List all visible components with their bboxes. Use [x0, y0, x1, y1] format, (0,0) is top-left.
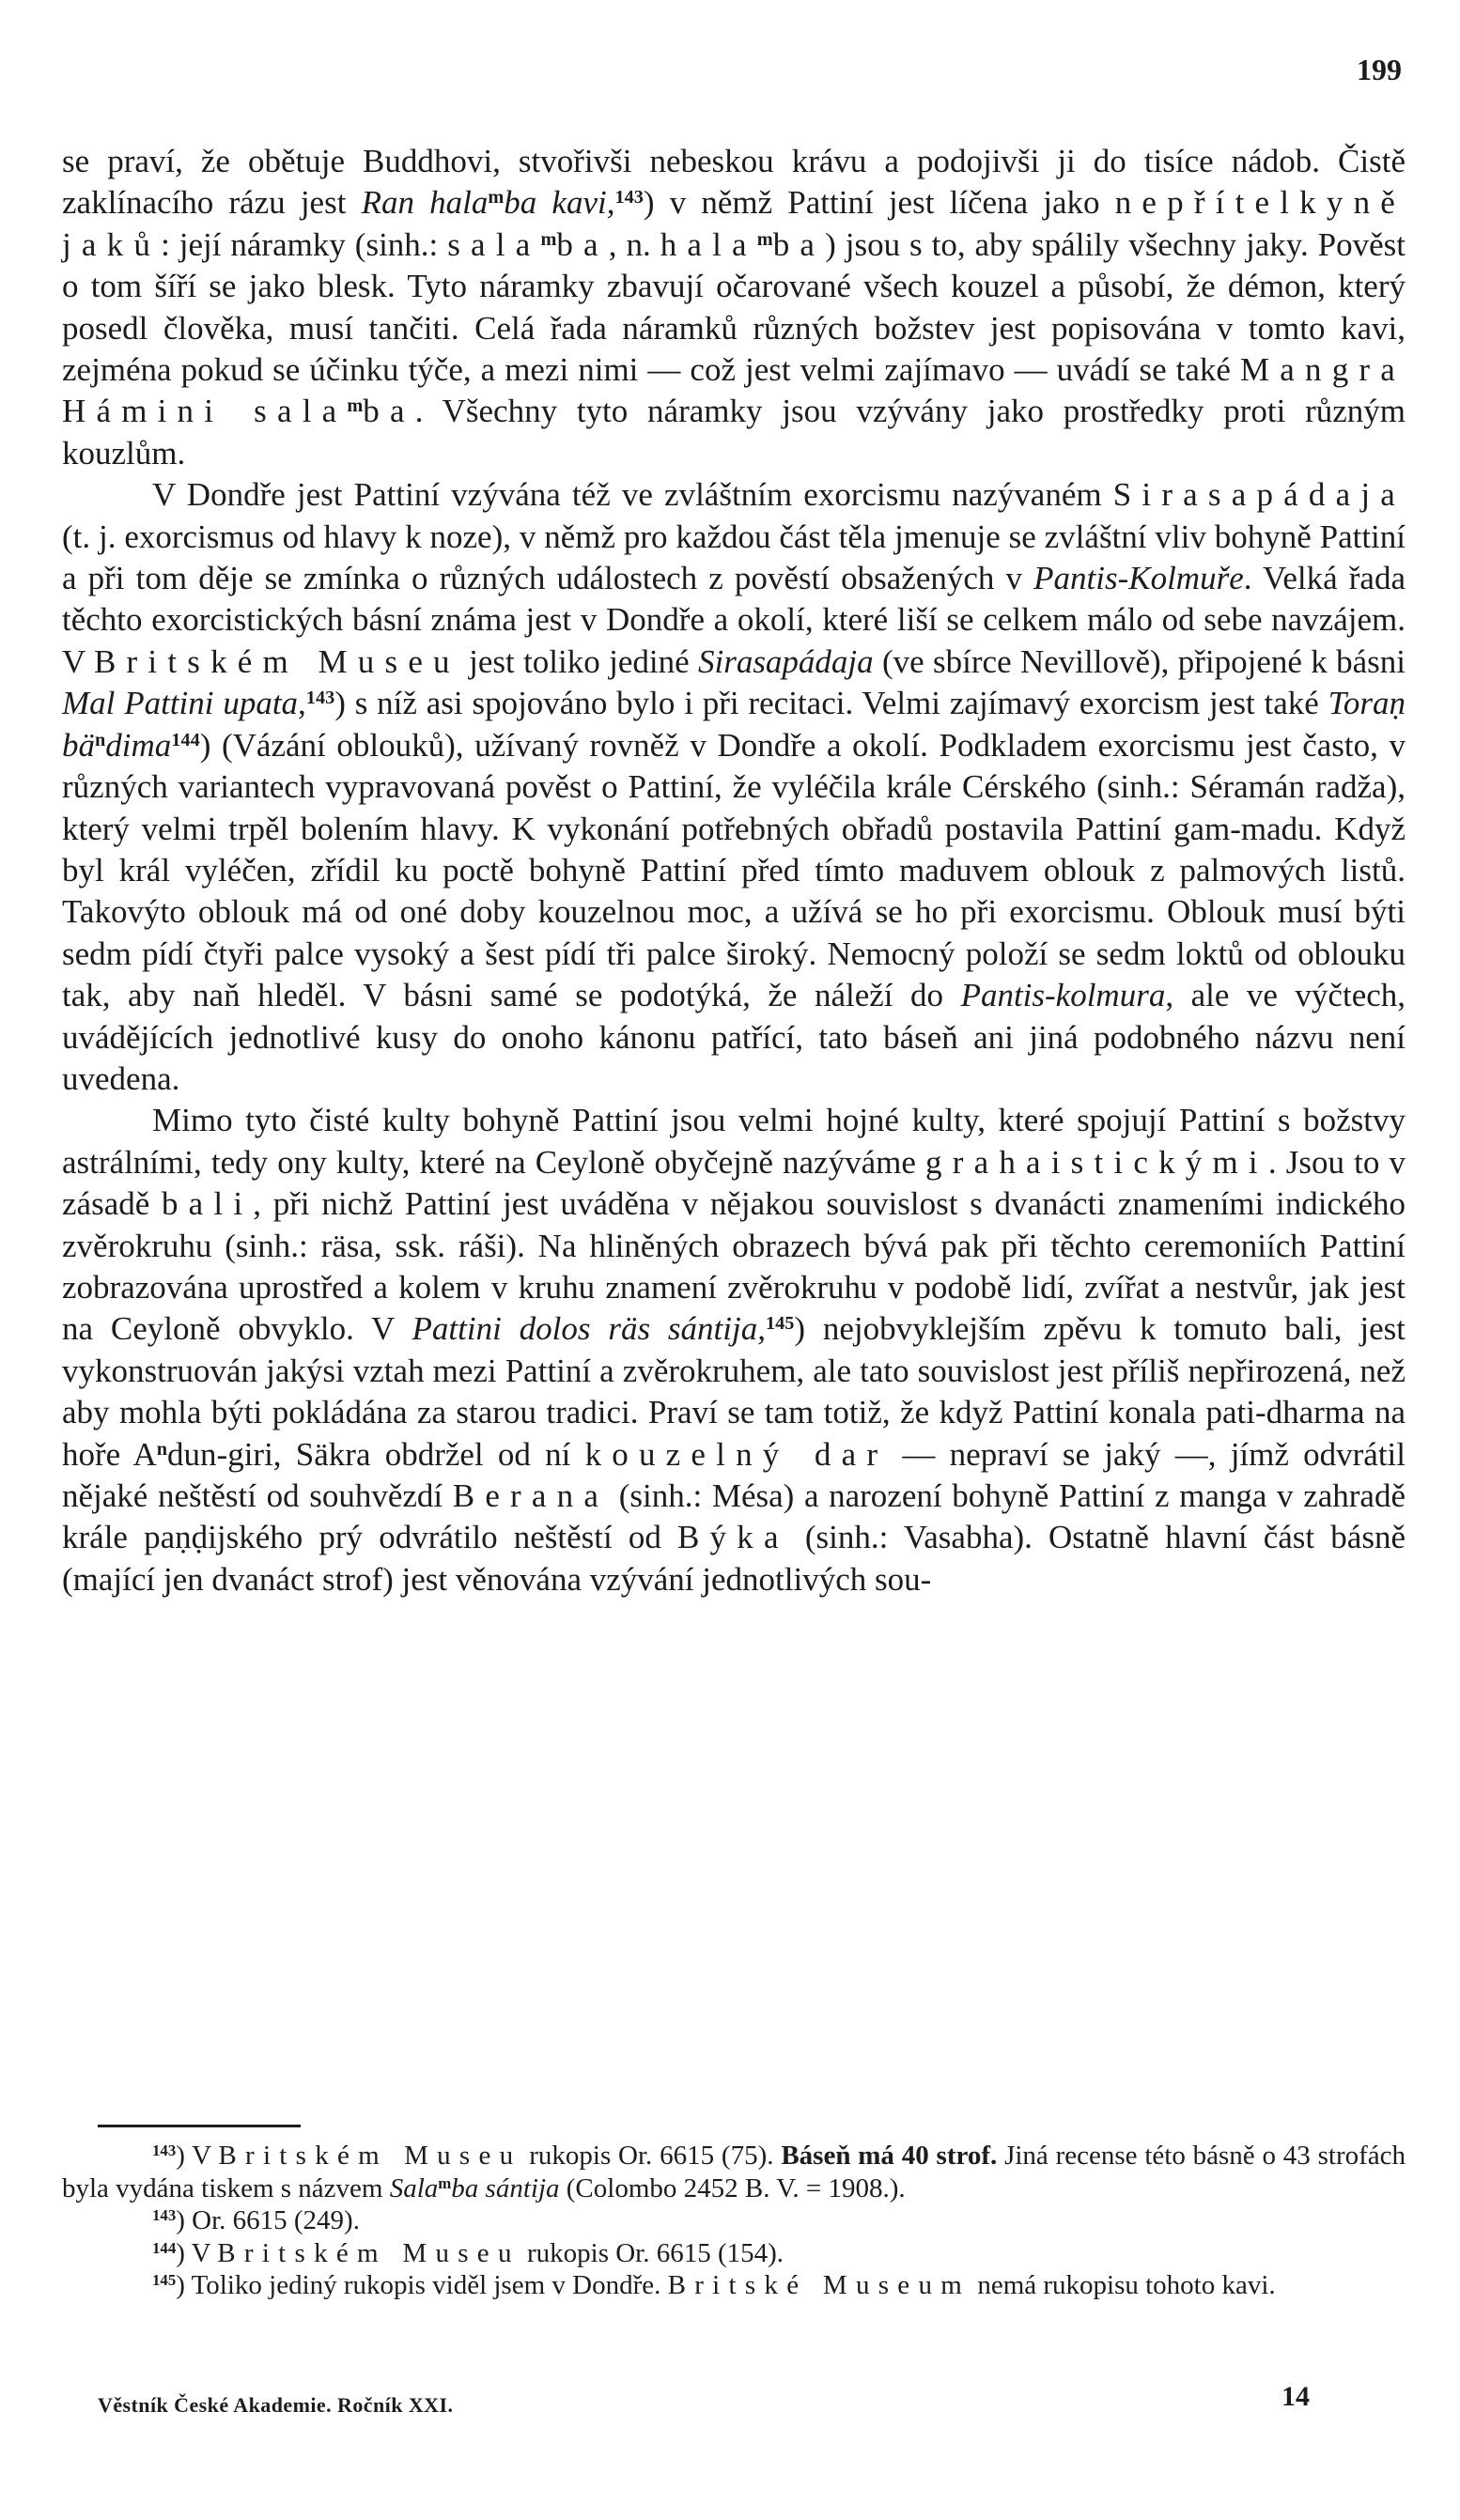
text-run: V Dondře jest Pattiní vzývána též ve zvláštním exorcismu nazývaném — [152, 476, 1113, 514]
spaced-emphasis: Britském Museu — [94, 642, 460, 680]
text-run: se praví, že obětuje Buddhovi, stvořivši nebeskou krávu a podojivši ji do tisíce nádob. Čistě zaklínacího rázu jest — [62, 143, 1406, 222]
superscript: 144 — [152, 2238, 177, 2257]
text-run: (Colombo 2452 B. V. = 1908.). — [559, 2172, 906, 2203]
superscript: m — [438, 2173, 452, 2192]
superscript: 144 — [171, 729, 200, 750]
italic-title: Pantis-kolmura — [960, 977, 1166, 1014]
spaced-emphasis: ba — [772, 225, 826, 263]
spaced-emphasis: Britské Museum — [667, 2270, 971, 2300]
italic-title: Pantis-Kolmuře — [1033, 560, 1244, 597]
spaced-emphasis: ba — [556, 225, 609, 263]
text-run: . Velká řada těchto exorcistických básní známa jest v Dondře a okolí, které liší se celkem málo od sebe navzájem. V — [62, 560, 1406, 680]
footnote — [62, 2140, 1406, 2204]
text-run: Jiná recense této básně o 43 strofách byla vydána tiskem s názvem — [62, 2141, 1406, 2203]
text-run: , ale ve výčtech, uvádějících jednotlivé kusy do onoho kánonu patřící, tato báseň ani jiná podobného názvu není uvedena. — [62, 977, 1406, 1097]
text-run: — nepraví se jaký —, jímž odvrátil nějaké neštěstí od souhvězdí — [62, 1435, 1406, 1514]
footnote — [62, 2204, 1406, 2237]
italic-title: Toraṇ bä — [62, 685, 1406, 764]
italic-title: Sirasapádaja — [697, 642, 874, 680]
spaced-emphasis: Britském Museu — [217, 2237, 520, 2268]
superscript: n — [95, 729, 106, 750]
text-run: ) nejobvyklejším zpěvu k tomuto bali, jest vykonstruován jakýsi vztah mezi Pattiní a zvěrokruhem, ale tato souvislost jest příliš nepřirozená, než aby mohla býti pokládána za starou tradici. Praví se tam totiž, že když Pattiní konala pati-dharma na hoře A — [62, 1310, 1406, 1473]
text-run: dun-giri, Säkra obdržel od ní — [167, 1435, 585, 1473]
paragraph — [62, 1100, 1406, 1600]
spaced-emphasis: grahaistickými — [925, 1143, 1268, 1181]
footnote-divider — [98, 2125, 301, 2127]
footnotes — [62, 2140, 1406, 2302]
italic-title: ba sántija — [451, 2172, 560, 2203]
superscript: m — [488, 187, 505, 209]
superscript: 143 — [305, 688, 335, 709]
spaced-emphasis: Britském Museu — [218, 2141, 522, 2171]
spaced-emphasis: kouzelný dar — [584, 1435, 889, 1473]
spaced-emphasis: sala — [447, 225, 541, 263]
spaced-emphasis: ba — [363, 393, 415, 430]
italic-title: dima — [105, 726, 172, 764]
text-run: , při nichž Pattiní jest uváděna v nějakou souvislost s dvanácti znameními indického zvěrokruhu (sinh.: räsa, ssk. ráši). Na hliněných obrazech bývá pak při těchto ceremoniích Pattiní zobrazována uprostřed a kolem v kruhu znamení zvěrokruhu v podobě lidí, zvířat a nestvůr, jak jest na Ceyloně obvyklo. V — [62, 1185, 1406, 1348]
body-text — [62, 141, 1406, 1600]
spaced-emphasis: Mangra Hámini sala — [62, 351, 1406, 430]
spaced-emphasis: Berana — [452, 1477, 610, 1514]
italic-title: Mal Pattini upata, — [62, 685, 306, 722]
journal-footer: Věstník České Akademie. Ročník XXI. — [98, 2393, 454, 2417]
superscript: n — [156, 1438, 168, 1460]
paragraph — [62, 141, 1406, 474]
spaced-emphasis: nepřítelkyně jaků — [62, 184, 1406, 263]
printer-signature: 14 — [1281, 2381, 1310, 2412]
spaced-emphasis: hala — [660, 225, 757, 263]
text-run: ) jsou s to, aby spálily všechny jaky. Pověst o tom šíří se jako blesk. Tyto náramky zbavují očarované všech kouzel a působí, že démon, který posedl člověka, musí tančiti. Celá řada náramků různých božstev jest popisována v tomto kavi, zejména pokud se účinku týče, a mezi nimi — což jest velmi zajímavo — uvádí se také — [62, 225, 1406, 389]
italic-title: ba kavi, — [504, 184, 615, 222]
spaced-emphasis: Býka — [677, 1519, 789, 1556]
text-run: (sinh.: Mésa) a narození bohyně Pattiní z manga v zahradě krále paṇḍijského prý odvrátilo neštěstí od — [62, 1477, 1406, 1556]
text-run: : její náramky (sinh.: — [161, 225, 448, 263]
superscript: 143 — [614, 187, 644, 209]
superscript: 145 — [152, 2270, 177, 2289]
text-run: (sinh.: Vasabha). Ostatně hlavní část básně (mající jen dvanáct strof) jest věnována vzývání jednotlivých sou- — [62, 1519, 1406, 1598]
text-run: rukopis Or. 6615 (154). — [520, 2237, 784, 2268]
superscript: m — [347, 395, 364, 417]
page-number: 199 — [1357, 53, 1402, 86]
text-run: jest toliko jediné — [459, 642, 698, 680]
superscript: 143 — [152, 2205, 177, 2224]
text-run: ) V — [176, 2141, 219, 2171]
text-run: ) (Vázání oblouků), užívaný rovněž v Dondře a okolí. Podkladem exorcismu jest často, v různých variantech vypravovaná pověst o Pattiní, že vyléčila krále Cérského (sinh.: Séramán radža), který velmi trpěl bolením hlavy. K vykonání potřebných obřadů postavila Pattiní gam-madu. Když byl král vyléčen, zřídil ku poctě bohyně Pattiní před tímto maduvem oblouk z palmových listů. Takovýto oblouk má od oné doby kouzelnou moc, a užívá se ho při exorcismu. Oblouk musí býti sedm pídí čtyři palce vysoký a šest pídí tři palce široký. Nemocný položí se sedm loktů od oblouku tak, aby naň hleděl. V básni samé se podotýká, že náleží do — [62, 726, 1406, 1014]
text-run: , n. — [608, 225, 660, 263]
text-run: nemá rukopisu tohoto kavi. — [971, 2270, 1276, 2300]
text-run: ) s níž asi spojováno bylo i při recitaci. Velmi zajímavý exorcism jest také — [334, 685, 1328, 722]
italic-title: Sala — [389, 2172, 439, 2203]
text-run: . Jsou to v zásadě — [62, 1143, 1406, 1223]
spaced-emphasis: bali — [161, 1185, 254, 1223]
text-run: ) V — [176, 2237, 218, 2268]
footnote — [62, 2269, 1406, 2302]
text-run: Báseň má 40 strof. — [781, 2141, 998, 2171]
footnote — [62, 2237, 1406, 2270]
text-run: (ve sbírce Nevillově), připojené k básni — [873, 642, 1406, 680]
spaced-emphasis: Sirasapádaja — [1112, 476, 1406, 514]
text-run: ) v němž Pattiní jest líčena jako — [643, 184, 1115, 222]
text-run: ) Toliko jediný rukopis viděl jsem v Dondře. — [176, 2270, 668, 2300]
text-run: rukopis Or. 6615 (75). — [521, 2141, 782, 2171]
text-run: ) Or. 6615 (249). — [176, 2205, 360, 2235]
text-run: (t. j. exorcismus od hlavy k noze), v němž pro každou část těla jmenuje se zvláštní vliv bohyně Pattiní a při tom děje se zmínka o různých událostech z pověstí obsažených v — [62, 518, 1406, 597]
superscript: 143 — [152, 2141, 177, 2159]
text-run: Mimo tyto čisté kulty bohyně Pattiní jsou velmi hojné kulty, které spojují Pattiní s božstvy astrálními, tedy ony kulty, které na Ceyloně obyčejně nazýváme — [62, 1102, 1406, 1181]
italic-title: Pattini dolos räs sántija, — [412, 1310, 766, 1348]
superscript: 145 — [765, 1313, 795, 1335]
paragraph — [62, 474, 1406, 1100]
text-run: . Všechny tyto náramky jsou vzývány jako prostředky proti různým kouzlům. — [62, 393, 1406, 472]
superscript: m — [540, 228, 557, 250]
italic-title: Ran hala — [361, 184, 489, 222]
superscript: m — [756, 228, 773, 250]
